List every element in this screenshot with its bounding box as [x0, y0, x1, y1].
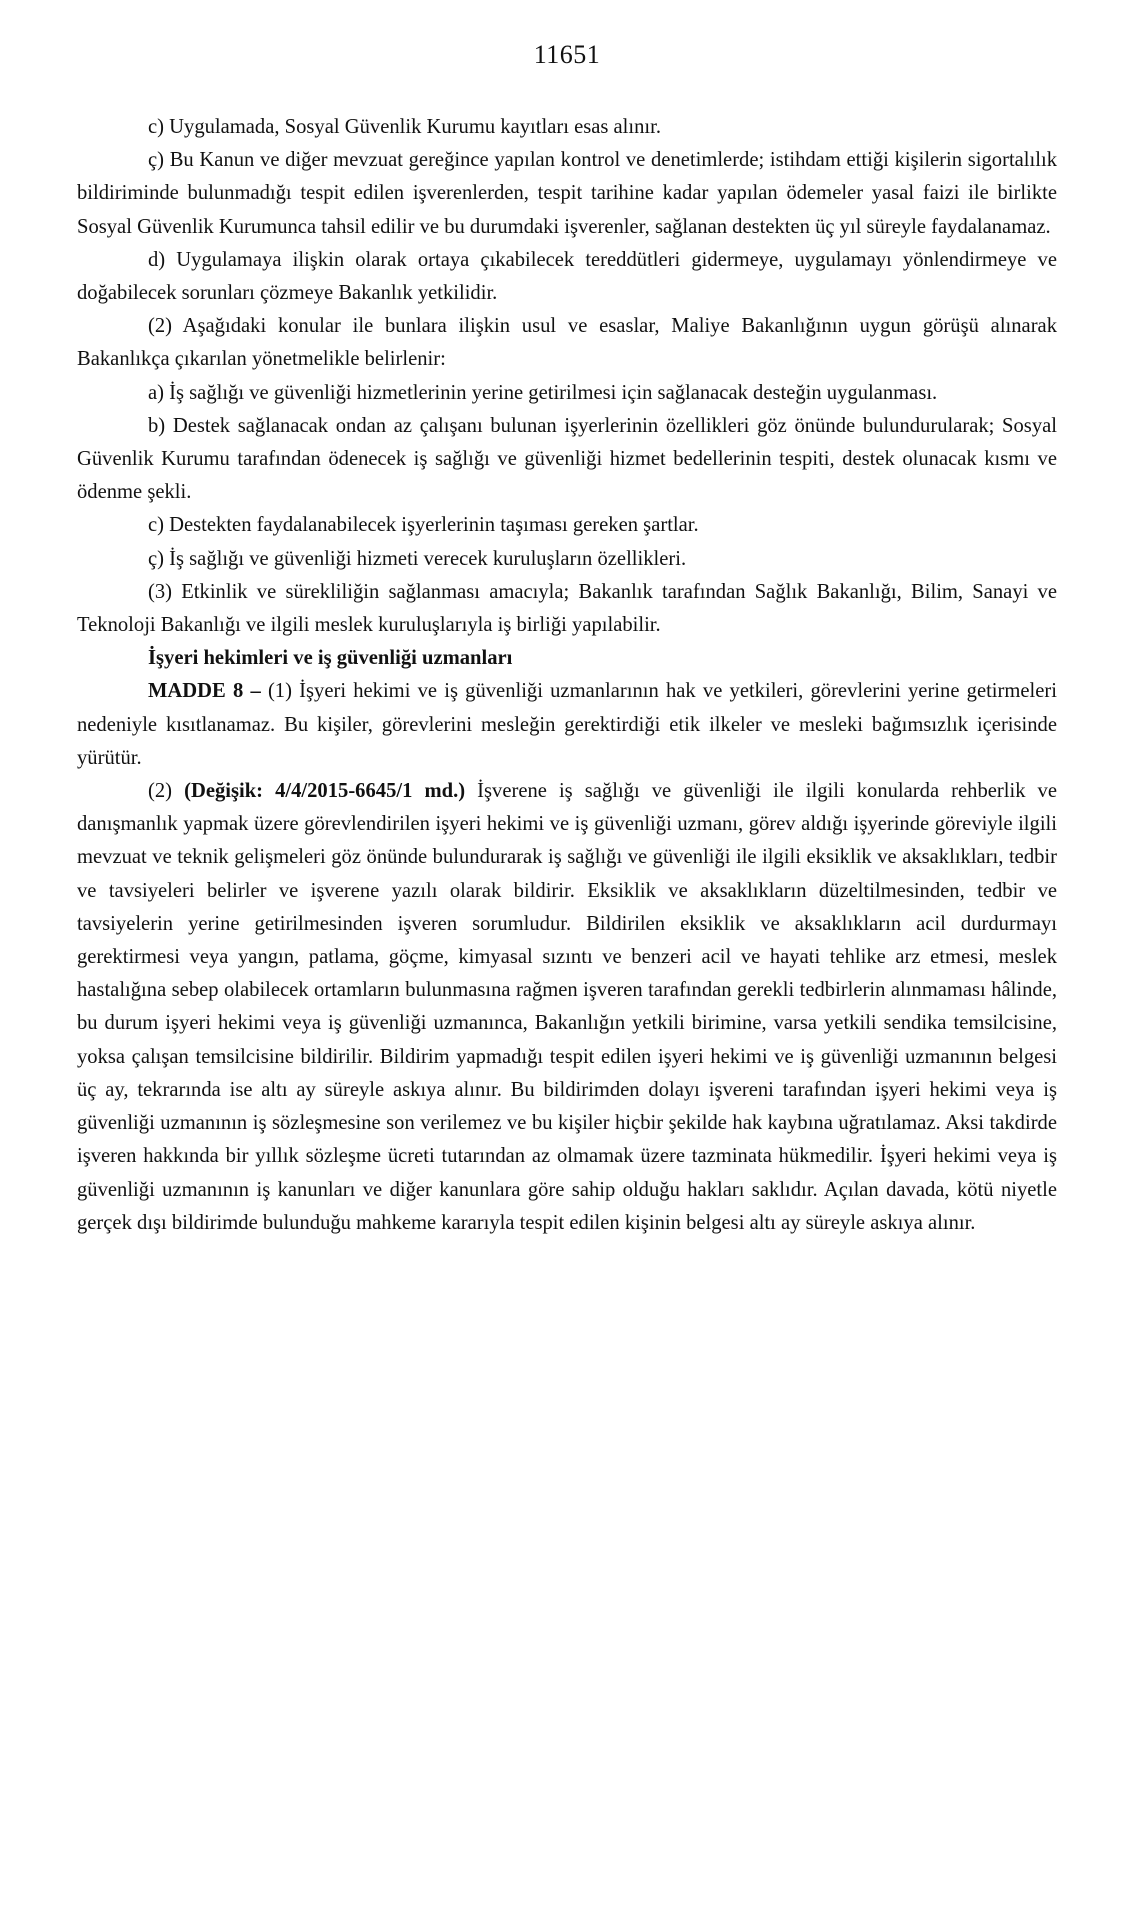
article-8-paragraph-1	[77, 675, 1057, 775]
paragraph-b-workplaces: b) Destek sağlanacak ondan az çalışanı bulunan işyerlerinin özellikleri göz önünde bulundurularak; Sosyal Güvenlik Kurumu tarafından ödenecek iş sağlığı ve güvenliği hizmet bedellerinin tespiti, destek olunacak kısmı ve ödenme şekli.	[77, 414, 1057, 504]
article-8-paragraph-2	[77, 775, 1057, 1240]
paragraph-cc-organizations: ç) İş sağlığı ve güvenliği hizmeti verecek kuruluşların özellikleri.	[148, 547, 687, 570]
section-heading: İşyeri hekimleri ve iş güvenliği uzmanları	[148, 647, 513, 670]
page-number: 11651	[533, 40, 601, 69]
paragraph-a-support: a) İş sağlığı ve güvenliği hizmetlerinin yerine getirilmesi için sağlanacak desteğin uygulanması.	[148, 381, 938, 404]
article-label: MADDE 8 –	[148, 680, 261, 703]
amendment-note: (Değişik: 4/4/2015-6645/1 md.)	[184, 780, 466, 803]
paragraph-d-authority: d) Uygulamaya ilişkin olarak ortaya çıkabilecek tereddütleri gidermeye, uygulamayı yönlendirmeye ve doğabilecek sorunları çözmeye Bakanlık yetkilidir.	[77, 248, 1057, 305]
paragraph-2-regulation: (2) Aşağıdaki konular ile bunlara ilişkin usul ve esaslar, Maliye Bakanlığının uygun görüşü alınarak Bakanlıkça çıkarılan yönetmelikle belirlenir:	[77, 315, 1057, 371]
document-body	[77, 111, 1057, 1240]
paragraph-2-text: İşverene iş sağlığı ve güvenliği ile ilgili konularda rehberlik ve danışmanlık yapmak üzere görevlendirilen işyeri hekimi ve iş güvenliği uzmanı, görev aldığı işyerinde göreviyle ilgili mevzuat ve teknik gelişmeleri göz önünde bulundurarak iş sağlığı ve güvenliği ile ilgili eksiklik ve aksaklıkları, tedbir ve tavsiyeleri belirler ve işverene yazılı olarak bildirir. Eksiklik ve aksaklıkların düzeltilmesinden, tedbir ve tavsiyelerin yerine getirilmesinden işveren sorumludur. Bildirilen eksiklik ve aksaklıkların acil durdurmayı gerektirmesi veya yangın, patlama, göçme, kimyasal sızıntı ve benzeri acil ve hayati tehlike arz etmesi, meslek hastalığına sebep olabilecek ortamların bulunmasına rağmen işveren tarafından gerekli tedbirlerin alınmaması hâlinde, bu durum işyeri hekimi veya iş güvenliği uzmanınca, Bakanlığın yetkili birimine, varsa yetkili sendika temsilcisine, yoksa çalışan temsilcisine bildirilir. Bildirim yapmadığı tespit edilen işyeri hekimi ve iş güvenliği uzmanının belgesi üç ay, tekrarında ise altı ay süreyle askıya alınır. Bu bildirimden dolayı işvereni tarafından işyeri hekimi veya iş güvenliği uzmanının iş sözleşmesine son verilemez ve bu kişiler hiçbir şekilde hak kaybına uğratılamaz. Aksi takdirde işveren hakkında bir yıllık sözleşme ücreti tutarından az olmamak üzere tazminata hükmedilir. İşyeri hekimi veya iş güvenliği uzmanının iş kanunları ve diğer kanunlara göre sahip olduğu hakları saklıdır. Açılan davada, kötü niyetle gerçek dışı bildirimde bulunduğu mahkeme kararıyla tespit edilen kişinin belgesi altı ay süreyle askıya alınır.	[77, 780, 1057, 1234]
paragraph-3-cooperation: (3) Etkinlik ve sürekliliğin sağlanması amacıyla; Bakanlık tarafından Sağlık Bakanlığı, Bilim, Sanayi ve Teknoloji Bakanlığı ve ilgili meslek kuruluşlarıyla iş birliği yapılabilir.	[77, 580, 1057, 637]
paragraph-c-conditions: c) Destekten faydalanabilecek işyerlerinin taşıması gereken şartlar.	[148, 514, 699, 537]
paragraph-c-records: c) Uygulamada, Sosyal Güvenlik Kurumu kayıtları esas alınır.	[148, 116, 662, 138]
article-8-text: (1) İşyeri hekimi ve iş güvenliği uzmanlarının hak ve yetkileri, görevlerini yerine getirmeleri nedeniyle kısıtlanamaz. Bu kişiler, görevlerini mesleğin gerektirdiği etik ilkeler ve mesleki bağımsızlık içerisinde yürütür.	[77, 680, 1057, 769]
paragraph-2-prefix: (2)	[148, 780, 185, 803]
paragraph-cc-inspections: ç) Bu Kanun ve diğer mevzuat gereğince yapılan kontrol ve denetimlerde; istihdam ettiği kişilerin sigortalılık bildiriminde bulunmadığı tespit edilen işverenlerden, tespit tarihine kadar yapılan ödemeler yasal faizi ile birlikte Sosyal Güvenlik Kurumunca tahsil edilir ve bu durumdaki işverenler, sağlanan destekten üç yıl süreyle faydalanamaz.	[77, 149, 1057, 238]
